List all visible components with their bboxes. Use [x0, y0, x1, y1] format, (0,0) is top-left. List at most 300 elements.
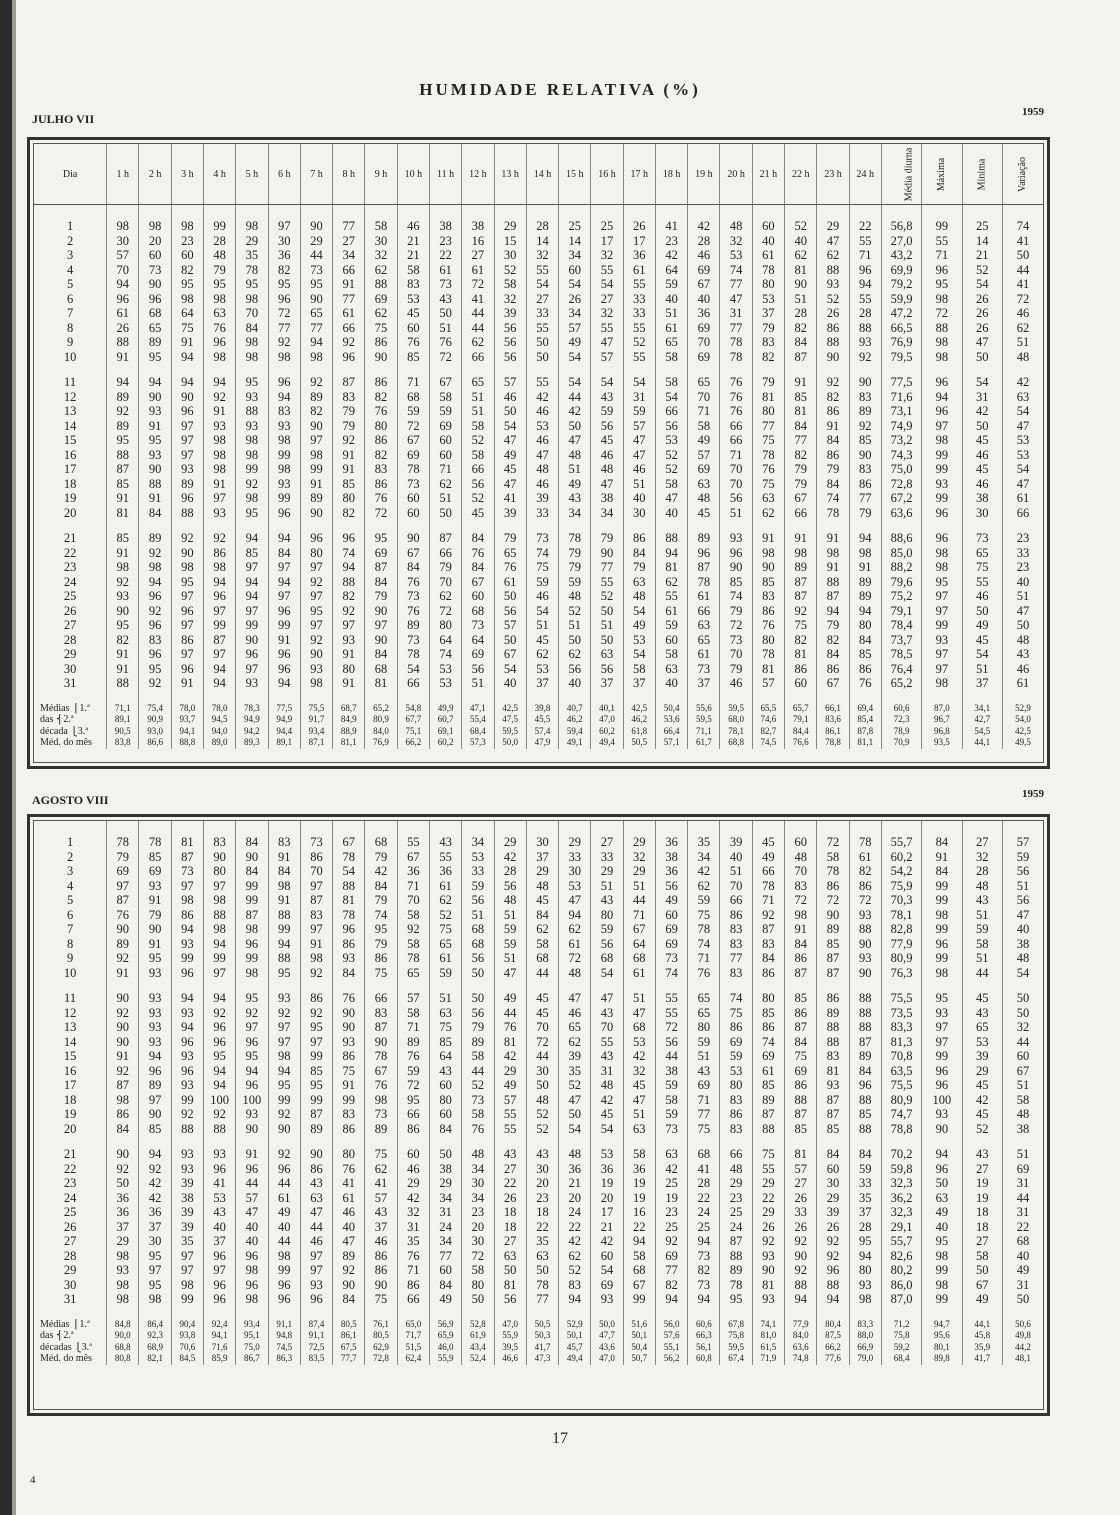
- value-cell: 78: [139, 835, 171, 850]
- value-cell: 99: [922, 951, 962, 966]
- value-cell: 84: [429, 1122, 461, 1137]
- footer-row: [34, 703, 1043, 715]
- value-cell: 46: [1002, 662, 1043, 677]
- value-cell: 78: [720, 350, 752, 365]
- value-cell: 86: [171, 633, 203, 648]
- table-row: [34, 1292, 1043, 1307]
- value-cell: 98: [817, 546, 849, 561]
- value-cell: 94: [922, 390, 962, 405]
- value-cell: 45: [526, 1006, 558, 1021]
- value-cell: 50: [429, 1147, 461, 1162]
- value-cell: 81: [785, 647, 817, 662]
- footer-value: 55,9: [494, 1330, 526, 1342]
- value-cell: 68: [1002, 1234, 1043, 1249]
- value-cell: 91: [268, 893, 300, 908]
- value-cell: 51: [429, 491, 461, 506]
- value-cell: 94: [268, 676, 300, 691]
- value-cell: 77: [688, 1107, 720, 1122]
- value-cell: 44: [526, 1049, 558, 1064]
- value-cell: 22: [1002, 1220, 1043, 1235]
- value-cell: 29: [494, 219, 526, 234]
- value-cell: 68: [591, 951, 623, 966]
- value-cell: 54: [591, 1263, 623, 1278]
- table-row: [34, 908, 1043, 923]
- value-cell: 47: [655, 491, 687, 506]
- value-cell: 87: [817, 1107, 849, 1122]
- value-cell: 48: [591, 462, 623, 477]
- value-cell: 29: [817, 219, 849, 234]
- value-cell: 55: [429, 850, 461, 865]
- value-cell: 96: [171, 1035, 203, 1050]
- value-cell: 54: [623, 604, 655, 619]
- value-cell: 40: [688, 292, 720, 307]
- value-cell: 26: [962, 306, 1002, 321]
- footer-value: 93,5: [922, 737, 962, 749]
- value-cell: 80: [429, 618, 461, 633]
- value-cell: 72,8: [881, 477, 921, 492]
- footer-value: 53,6: [655, 714, 687, 726]
- value-cell: 76: [397, 1249, 429, 1264]
- value-cell: 91: [752, 531, 784, 546]
- value-cell: 47: [623, 1006, 655, 1021]
- footer-value: 43,6: [591, 1342, 623, 1354]
- table-row: [34, 835, 1043, 850]
- value-cell: 79: [752, 321, 784, 336]
- value-cell: 25: [720, 1205, 752, 1220]
- value-cell: 90: [922, 1122, 962, 1137]
- value-cell: 84: [785, 335, 817, 350]
- footer-value: 94,0: [203, 726, 235, 738]
- value-cell: 53: [526, 662, 558, 677]
- value-cell: 42: [688, 864, 720, 879]
- value-cell: 59: [429, 404, 461, 419]
- value-cell: 97: [268, 560, 300, 575]
- value-cell: 93: [720, 531, 752, 546]
- footer-value: 94,1: [171, 726, 203, 738]
- value-cell: 19: [962, 1176, 1002, 1191]
- value-cell: 78: [817, 864, 849, 879]
- value-cell: 99: [268, 618, 300, 633]
- value-cell: 49: [494, 448, 526, 463]
- value-cell: 86: [720, 1020, 752, 1035]
- value-cell: 70: [720, 462, 752, 477]
- value-cell: 91: [268, 850, 300, 865]
- value-cell: 52: [494, 263, 526, 278]
- value-cell: 77: [752, 419, 784, 434]
- value-cell: 66: [397, 676, 429, 691]
- value-cell: 85: [752, 1078, 784, 1093]
- footer-value: 66,3: [688, 1330, 720, 1342]
- value-cell: 89: [107, 419, 139, 434]
- value-cell: 50: [1002, 991, 1043, 1006]
- value-cell: 79: [785, 462, 817, 477]
- value-cell: 90: [236, 850, 268, 865]
- footer-value: 84,8: [107, 1319, 139, 1331]
- table-row: [34, 1078, 1043, 1093]
- value-cell: 69: [429, 419, 461, 434]
- value-cell: 69,9: [881, 263, 921, 278]
- value-cell: 93: [236, 390, 268, 405]
- value-cell: 32: [591, 306, 623, 321]
- value-cell: 51: [559, 462, 591, 477]
- value-cell: 27: [591, 835, 623, 850]
- footer-value: 93,7: [171, 714, 203, 726]
- value-cell: 73: [300, 835, 332, 850]
- value-cell: 88: [922, 321, 962, 336]
- value-cell: 56: [462, 662, 494, 677]
- value-cell: 61: [494, 575, 526, 590]
- value-cell: 23: [655, 234, 687, 249]
- value-cell: 57: [236, 1191, 268, 1206]
- value-cell: 76,4: [881, 662, 921, 677]
- value-cell: 87: [300, 893, 332, 908]
- value-cell: 85: [139, 1122, 171, 1137]
- value-cell: 90: [107, 1035, 139, 1050]
- footer-value: 46,2: [559, 714, 591, 726]
- value-cell: 42: [591, 1093, 623, 1108]
- value-cell: 92: [849, 419, 881, 434]
- value-cell: 93: [107, 1263, 139, 1278]
- value-cell: 96: [236, 937, 268, 952]
- value-cell: 97: [268, 219, 300, 234]
- footer-value: 78,9: [881, 726, 921, 738]
- value-cell: 96: [300, 531, 332, 546]
- value-cell: 67: [494, 647, 526, 662]
- day-cell: 15: [63, 433, 77, 447]
- footer-row: [34, 726, 1043, 738]
- value-cell: 94: [849, 604, 881, 619]
- footer-value: 61,9: [462, 1330, 494, 1342]
- value-cell: 94: [559, 1292, 591, 1307]
- value-cell: 59: [720, 1049, 752, 1064]
- value-cell: 51: [462, 390, 494, 405]
- value-cell: 80: [849, 1263, 881, 1278]
- table-row: [34, 433, 1043, 448]
- value-cell: 95: [397, 1093, 429, 1108]
- value-cell: 87: [785, 575, 817, 590]
- value-cell: 84: [268, 546, 300, 561]
- value-cell: 96: [139, 647, 171, 662]
- footer-value: 52,8: [462, 1319, 494, 1331]
- value-cell: 59: [591, 404, 623, 419]
- value-cell: 86: [333, 1049, 365, 1064]
- value-cell: 84: [236, 321, 268, 336]
- value-cell: 74,7: [881, 1107, 921, 1122]
- footer-value: 74,8: [785, 1353, 817, 1365]
- value-cell: 91: [922, 850, 962, 865]
- table-row: [34, 1263, 1043, 1278]
- value-cell: 20: [526, 1176, 558, 1191]
- page-number: 17: [552, 1430, 568, 1447]
- value-cell: 73: [397, 477, 429, 492]
- value-cell: 78: [720, 1278, 752, 1293]
- footer-value: 41,7: [962, 1353, 1002, 1365]
- footer-value: 85,9: [203, 1353, 235, 1365]
- value-cell: 36: [623, 248, 655, 263]
- value-cell: 90: [365, 604, 397, 619]
- day-cell: 7: [66, 922, 74, 936]
- value-cell: 89: [365, 1122, 397, 1137]
- value-cell: 73: [397, 633, 429, 648]
- value-cell: 87: [107, 1078, 139, 1093]
- value-cell: 86: [300, 991, 332, 1006]
- value-cell: 51: [623, 1107, 655, 1122]
- footer-value: 75,5: [300, 703, 332, 715]
- value-cell: 49: [962, 618, 1002, 633]
- value-cell: 89: [688, 531, 720, 546]
- value-cell: 62: [429, 477, 461, 492]
- value-cell: 57: [785, 1162, 817, 1177]
- value-cell: 69: [688, 321, 720, 336]
- value-cell: 70: [688, 335, 720, 350]
- header-hour: 1 h: [107, 144, 139, 205]
- value-cell: 98: [785, 908, 817, 923]
- value-cell: 76: [203, 321, 235, 336]
- value-cell: 55: [655, 991, 687, 1006]
- value-cell: 92: [203, 1006, 235, 1021]
- value-cell: 97: [300, 433, 332, 448]
- value-cell: 87: [817, 966, 849, 981]
- value-cell: 43: [429, 1064, 461, 1079]
- value-cell: 18: [494, 1205, 526, 1220]
- value-cell: 46: [962, 589, 1002, 604]
- value-cell: 71: [922, 248, 962, 263]
- value-cell: 59: [962, 922, 1002, 937]
- table-row: [34, 477, 1043, 492]
- value-cell: 32,3: [881, 1205, 921, 1220]
- value-cell: 93: [849, 335, 881, 350]
- value-cell: 69: [397, 448, 429, 463]
- value-cell: 96: [236, 1278, 268, 1293]
- value-cell: 36: [591, 1162, 623, 1177]
- header-hour: 24 h: [849, 144, 881, 205]
- value-cell: 47: [623, 1093, 655, 1108]
- value-cell: 72: [655, 1020, 687, 1035]
- value-cell: 85: [752, 1006, 784, 1021]
- value-cell: 75: [526, 560, 558, 575]
- value-cell: 74: [720, 263, 752, 278]
- value-cell: 91: [333, 462, 365, 477]
- value-cell: 40: [655, 506, 687, 521]
- value-cell: 88: [849, 991, 881, 1006]
- value-cell: 72: [785, 893, 817, 908]
- value-cell: 86: [365, 1263, 397, 1278]
- table-row: [34, 277, 1043, 292]
- value-cell: 43: [559, 491, 591, 506]
- footer-label: década ⎩3.ª: [40, 725, 89, 737]
- value-cell: 23: [655, 1205, 687, 1220]
- value-cell: 42: [559, 404, 591, 419]
- value-cell: 93: [300, 1278, 332, 1293]
- value-cell: 22: [623, 1220, 655, 1235]
- value-cell: 99: [922, 448, 962, 463]
- value-cell: 41: [462, 292, 494, 307]
- value-cell: 85: [785, 991, 817, 1006]
- footer-value: 90,9: [139, 714, 171, 726]
- value-cell: 49: [1002, 1263, 1043, 1278]
- footer-value: 74,6: [752, 714, 784, 726]
- value-cell: 66: [429, 546, 461, 561]
- footer-value: 80,4: [817, 1319, 849, 1331]
- value-cell: 98: [849, 1292, 881, 1307]
- value-cell: 46: [397, 1162, 429, 1177]
- value-cell: 77: [333, 219, 365, 234]
- value-cell: 46: [526, 404, 558, 419]
- value-cell: 52: [462, 491, 494, 506]
- value-cell: 33: [526, 506, 558, 521]
- value-cell: 90: [139, 390, 171, 405]
- value-cell: 77,5: [881, 375, 921, 390]
- value-cell: 74,9: [881, 419, 921, 434]
- value-cell: 95: [720, 1292, 752, 1307]
- value-cell: 73: [462, 1093, 494, 1108]
- value-cell: 55: [494, 1107, 526, 1122]
- value-cell: 83: [365, 1006, 397, 1021]
- value-cell: 96: [236, 1035, 268, 1050]
- value-cell: 53: [429, 662, 461, 677]
- value-cell: 86: [785, 1006, 817, 1021]
- value-cell: 89: [397, 618, 429, 633]
- value-cell: 28: [962, 864, 1002, 879]
- value-cell: 35: [559, 1064, 591, 1079]
- value-cell: 94: [171, 375, 203, 390]
- value-cell: 72: [429, 350, 461, 365]
- value-cell: 56: [591, 419, 623, 434]
- value-cell: 60: [397, 1147, 429, 1162]
- table-row: [34, 1191, 1043, 1206]
- value-cell: 77: [429, 1249, 461, 1264]
- value-cell: 86: [720, 908, 752, 923]
- footer-value: 60,6: [881, 703, 921, 715]
- value-cell: 79: [365, 850, 397, 865]
- table-row: [34, 676, 1043, 691]
- value-cell: 86: [171, 908, 203, 923]
- value-cell: 29: [429, 1176, 461, 1191]
- value-cell: 52: [462, 433, 494, 448]
- footer-value: 44,2: [1002, 1342, 1043, 1354]
- value-cell: 50: [462, 991, 494, 1006]
- value-cell: 40: [1002, 575, 1043, 590]
- table-row: [34, 321, 1043, 336]
- value-cell: 97: [236, 1020, 268, 1035]
- value-cell: 49: [688, 433, 720, 448]
- value-cell: 99: [922, 879, 962, 894]
- value-cell: 79: [107, 850, 139, 865]
- value-cell: 97: [203, 966, 235, 981]
- value-cell: 41: [1002, 277, 1043, 292]
- header-day: Dia: [34, 144, 107, 205]
- footer-value: 76,9: [365, 737, 397, 749]
- header-hour: 21 h: [752, 144, 784, 205]
- value-cell: 49: [559, 335, 591, 350]
- footer-row: [34, 714, 1043, 726]
- value-cell: 46: [688, 248, 720, 263]
- value-cell: 83: [139, 633, 171, 648]
- value-cell: 73,2: [881, 433, 921, 448]
- value-cell: 86: [107, 1107, 139, 1122]
- value-cell: 87: [171, 850, 203, 865]
- value-cell: 90: [817, 350, 849, 365]
- footer-value: 68,0: [720, 714, 752, 726]
- value-cell: 47: [526, 448, 558, 463]
- footer-value: 71,6: [203, 1342, 235, 1354]
- value-cell: 67: [462, 575, 494, 590]
- footer-value: 94,8: [268, 1330, 300, 1342]
- footer-value: 66,2: [397, 737, 429, 749]
- value-cell: 41: [365, 1176, 397, 1191]
- value-cell: 36: [655, 835, 687, 850]
- value-cell: 66: [397, 1107, 429, 1122]
- footer-value: 49,1: [559, 737, 591, 749]
- value-cell: 86: [785, 1078, 817, 1093]
- value-cell: 98: [236, 1292, 268, 1307]
- value-cell: 63,6: [881, 506, 921, 521]
- value-cell: 93: [752, 1292, 784, 1307]
- footer-value: 75,8: [881, 1330, 921, 1342]
- value-cell: 90: [333, 1006, 365, 1021]
- value-cell: 91: [139, 419, 171, 434]
- value-cell: 78: [236, 263, 268, 278]
- value-cell: 83: [817, 1049, 849, 1064]
- value-cell: 78,8: [881, 1122, 921, 1137]
- value-cell: 48: [559, 1147, 591, 1162]
- value-cell: 26: [817, 1220, 849, 1235]
- footer-value: 44,1: [962, 737, 1002, 749]
- value-cell: 71: [688, 951, 720, 966]
- value-cell: 75: [785, 618, 817, 633]
- value-cell: 92: [333, 604, 365, 619]
- value-cell: 42: [494, 1049, 526, 1064]
- value-cell: 78: [333, 908, 365, 923]
- footer-value: 59,5: [494, 726, 526, 738]
- value-cell: 83: [720, 1122, 752, 1137]
- table-row: [34, 531, 1043, 546]
- value-cell: 95: [365, 531, 397, 546]
- value-cell: 92: [268, 1147, 300, 1162]
- value-cell: 27: [962, 1234, 1002, 1249]
- value-cell: 69: [365, 292, 397, 307]
- value-cell: 91: [817, 560, 849, 575]
- footer-value: 50,5: [526, 1319, 558, 1331]
- value-cell: 53: [720, 1064, 752, 1079]
- footer-value: 56,2: [655, 1353, 687, 1365]
- value-cell: 73: [429, 277, 461, 292]
- value-cell: 90: [720, 560, 752, 575]
- value-cell: 54: [559, 350, 591, 365]
- table-row: [34, 1049, 1043, 1064]
- value-cell: 97: [300, 618, 332, 633]
- value-cell: 48: [494, 893, 526, 908]
- value-cell: 94: [817, 604, 849, 619]
- value-cell: 48: [526, 462, 558, 477]
- day-cell: 10: [63, 349, 77, 364]
- value-cell: 44: [268, 1176, 300, 1191]
- value-cell: 74: [720, 589, 752, 604]
- value-cell: 83: [752, 589, 784, 604]
- value-cell: 96: [236, 1249, 268, 1264]
- footer-value: 47,0: [494, 1319, 526, 1331]
- value-cell: 19: [623, 1191, 655, 1206]
- value-cell: 56: [494, 350, 526, 365]
- value-cell: 55: [752, 1162, 784, 1177]
- value-cell: 74,3: [881, 448, 921, 463]
- value-cell: 58: [365, 219, 397, 234]
- value-cell: 61: [1002, 491, 1043, 506]
- value-cell: 87: [236, 908, 268, 923]
- header-hour: 17 h: [623, 144, 655, 205]
- value-cell: 96: [300, 1292, 332, 1307]
- value-cell: 75,5: [881, 991, 921, 1006]
